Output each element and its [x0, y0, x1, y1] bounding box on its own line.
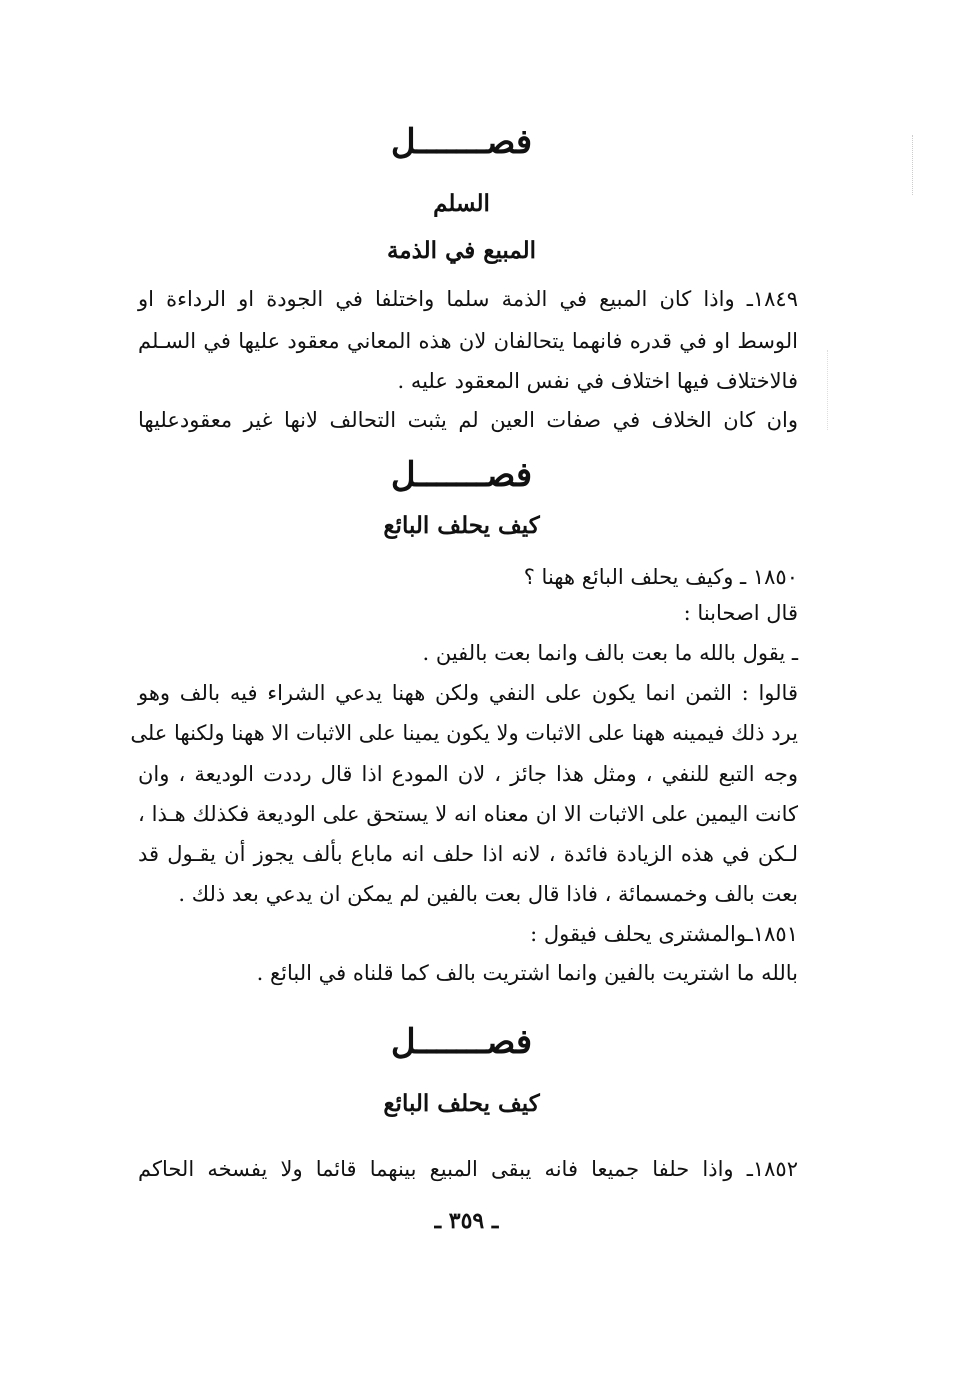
text-line: بالله ما اشتريت بالفين وانما اشتريت بالف كما قلناه في البائع . [256, 961, 798, 985]
section-subheading: كيف يحلف البائع [383, 1090, 540, 1117]
text-line: وان كان الخلاف في صفات العين لم يثبت التحالف لانها غير معقودعليها [138, 408, 798, 432]
margin-mark [827, 350, 830, 430]
text-line: الوسط او في قدره فانهما يتحالفان لان هذه المعاني معقود عليها في السـلم [138, 329, 798, 353]
text-line: قالوا : الثمن انما يكون على النفي ولكن ههنا يدعي الشراء فيه بالف وهو [138, 681, 798, 705]
text-line: يرد ذلك فيمينه ههنا على الاثبات ولا يكون يمينا على الاثبات الا ههنا ولكنها على [130, 721, 798, 745]
text-line: ١٨٥٢ـ واذا حلفا جميعا فانه يبقى المبيع بينهما قائما ولا يفسخه الحاكم [138, 1157, 798, 1181]
section-subheading: السلم [433, 190, 490, 217]
text-line: ١٨٥٠ ـ وكيف يحلف البائع ههنا ؟ [523, 565, 798, 589]
text-line: قال اصحابنا : [683, 601, 798, 625]
section-heading: فصـــــــل [390, 122, 533, 162]
section-heading: فصـــــــل [390, 1022, 533, 1062]
page-number: ـ ٣٥٩ ـ [434, 1208, 499, 1234]
section-subheading: المبيع في الذمة [386, 237, 537, 264]
section-subheading: كيف يحلف البائع [383, 512, 540, 539]
text-line: لـكن في هذه الزيادة فائدة ، لانه اذا حلف انه ماباع بألف يجوز أن يقـول قد [138, 842, 798, 866]
text-line: بعت بالف وخمسمائة ، فاذا قال بعت بالفين لم يمكن ان يدعي بعد ذلك . [178, 882, 798, 906]
text-line: كانت اليمين على الاثبات الا ان معناه انه لا يستحق على الوديعة فكذلك هـذا ، [138, 802, 798, 826]
section-heading: فصـــــــل [390, 455, 533, 495]
text-line: ١٨٥١ـوالمشترى يحلف فيقول : [530, 922, 798, 946]
text-line: وجه التبع للنفي ، ومثل هذا جائز ، لان المودع اذا قال رددت الوديعة ، وان [138, 762, 798, 786]
text-line: ـ يقول بالله ما بعت بالف وانما بعت بالفين . [422, 641, 798, 665]
text-line: فالاختلاف فيها اختلاف في نفس المعقود عليه . [397, 369, 798, 393]
text-line: ١٨٤٩ـ واذا كان المبيع في الذمة سلما واختلفا في الجودة او الرداءة او [138, 287, 798, 311]
